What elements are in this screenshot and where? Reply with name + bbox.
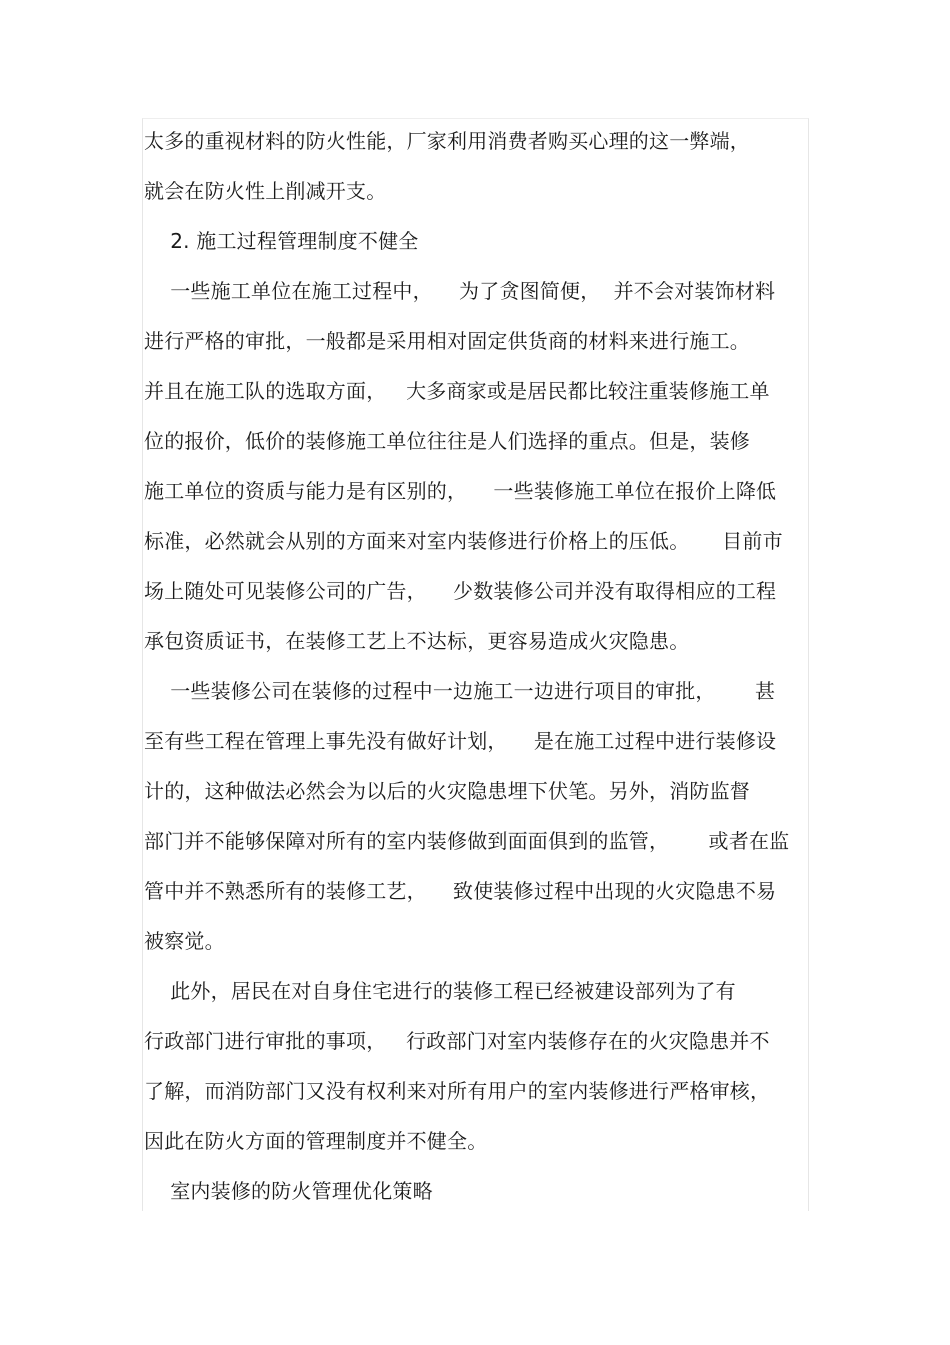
text-line: 因此在防火方面的管理制度并不健全。 <box>144 1129 488 1153</box>
text-line: 计的，这种做法必然会为以后的火灾隐患埋下伏笔。另外，消防监督 <box>144 779 750 803</box>
section-heading: 2. 施工过程管理制度不健全 <box>144 229 419 253</box>
text-line: 位的报价，低价的装修施工单位往往是人们选择的重点。但是，装修 <box>144 429 750 453</box>
text-line: 就会在防火性上削减开支。 <box>144 179 387 203</box>
text-line: 承包资质证书，在装修工艺上不达标，更容易造成火灾隐患。 <box>144 629 690 653</box>
text-line: 管中并不熟悉所有的装修工艺， 致使装修过程中出现的火灾隐患不易 <box>144 879 777 903</box>
section-heading: 室内装修的防火管理优化策略 <box>144 1179 433 1203</box>
text-line: 标准，必然就会从别的方面来对室内装修进行价格上的压低。 目前市 <box>144 529 783 553</box>
text-line: 此外，居民在对自身住宅进行的装修工程已经被建设部列为了有 <box>144 979 736 1003</box>
text-line: 并且在施工队的选取方面， 大多商家或是居民都比较注重装修施工单 <box>144 379 770 403</box>
text-line: 一些装修公司在装修的过程中一边施工一边进行项目的审批， 甚 <box>144 679 776 703</box>
text-line: 施工单位的资质与能力是有区别的， 一些装修施工单位在报价上降低 <box>144 479 777 503</box>
text-line: 进行严格的审批，一般都是采用相对固定供货商的材料来进行施工。 <box>144 329 750 353</box>
text-line: 了解，而消防部门又没有权利来对所有用户的室内装修进行严格审核， <box>144 1079 771 1103</box>
text-line: 行政部门进行审批的事项， 行政部门对室内装修存在的火灾隐患并不 <box>144 1029 770 1053</box>
text-line: 太多的重视材料的防火性能，厂家利用消费者购买心理的这一弊端， <box>144 129 750 153</box>
text-line: 场上随处可见装修公司的广告， 少数装修公司并没有取得相应的工程 <box>144 579 777 603</box>
text-line: 部门并不能够保障对所有的室内装修做到面面俱到的监管， 或者在监 <box>144 829 790 853</box>
text-line: 一些施工单位在施工过程中， 为了贪图简便， 并不会对装饰材料 <box>144 279 776 303</box>
text-line: 至有些工程在管理上事先没有做好计划， 是在施工过程中进行装修设 <box>144 729 777 753</box>
text-line: 被察觉。 <box>144 929 225 953</box>
